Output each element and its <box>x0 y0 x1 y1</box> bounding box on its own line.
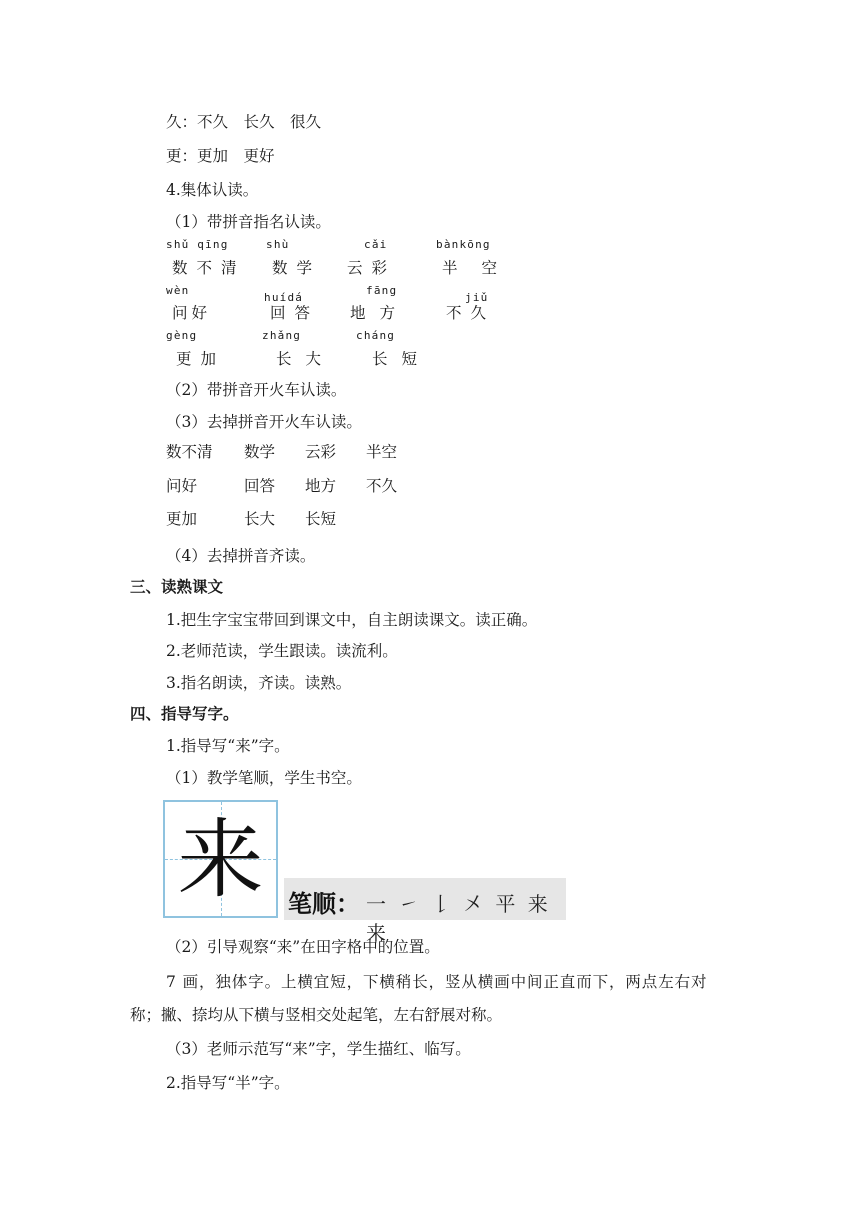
text-line: 1.指导写“来”字。 <box>166 737 290 755</box>
sub-item: （3）去掉拼音开火车认读。 <box>166 413 362 431</box>
text-line: 2.指导写“半”字。 <box>166 1074 290 1092</box>
pinyin: bànkōng <box>436 238 491 251</box>
text-line: 2.老师范读，学生跟读。读流利。 <box>166 642 398 660</box>
word: 半空 <box>366 443 398 461</box>
section-heading: 三、读熟课文 <box>130 578 224 596</box>
word: 回答 <box>244 477 276 495</box>
word: 问好 <box>172 304 212 322</box>
text-line: 称；撇、捺均从下横与竖相交处起笔，左右舒展对称。 <box>130 1006 503 1024</box>
word: 数学 <box>244 443 276 461</box>
word: 不久 <box>446 304 496 322</box>
word: 数不清 <box>166 443 213 461</box>
pinyin: shǔ qīng <box>166 238 229 251</box>
text-line: 更：更加 更好 <box>166 147 275 165</box>
word: 云彩 <box>305 443 337 461</box>
text-line: 久：不久 长久 很久 <box>166 113 322 131</box>
word: 半空 <box>442 259 522 277</box>
sub-item: （1）教学笔顺，学生书空。 <box>166 769 362 787</box>
text-line: 3.指名朗读，齐读。读熟。 <box>166 674 352 692</box>
word: 地方 <box>350 304 410 322</box>
pinyin: jiǔ <box>465 291 489 304</box>
word: 数学 <box>272 259 322 277</box>
stroke-sequence: 一 ㇀ 𠄌 㐅 平 来 来 <box>366 892 551 945</box>
section-item: 4.集体认读。 <box>166 181 259 199</box>
pinyin: zhǎng <box>262 329 302 342</box>
character-glyph: 来 <box>177 810 264 910</box>
pinyin: fāng <box>366 284 398 297</box>
sub-item: （1）带拼音指名认读。 <box>166 213 331 231</box>
sub-item: （3）老师示范写“来”字，学生描红、临写。 <box>166 1040 471 1058</box>
pinyin: cháng <box>356 329 396 342</box>
text-line: 1.把生字宝宝带回到课文中，自主朗读课文。读正确。 <box>166 611 538 629</box>
word: 长大 <box>276 350 336 368</box>
pinyin: huídá <box>264 291 304 304</box>
text-line: 7 画，独体字。上横宜短，下横稍长，竖从横画中间正直而下，两点左右对 <box>166 973 708 991</box>
stroke-order-label: 笔顺： <box>288 890 360 918</box>
word: 长大 <box>244 510 276 528</box>
pinyin: cǎi <box>364 238 388 251</box>
pinyin: gèng <box>166 329 198 342</box>
section-heading: 四、指导写字。 <box>130 705 239 723</box>
sub-item: （4）去掉拼音齐读。 <box>166 547 316 565</box>
sub-item: （2）引导观察“来”在田字格中的位置。 <box>166 938 440 956</box>
word: 问好 <box>166 477 198 495</box>
word: 回答 <box>270 304 320 322</box>
pinyin: shù <box>266 238 290 251</box>
word: 云彩 <box>347 259 397 277</box>
word: 长短 <box>305 510 337 528</box>
pinyin: wèn <box>166 284 190 297</box>
word: 地方 <box>305 477 337 495</box>
sub-item: （2）带拼音开火车认读。 <box>166 381 347 399</box>
word: 数不清 <box>172 259 246 277</box>
word: 长短 <box>372 350 432 368</box>
word: 更加 <box>166 510 198 528</box>
stroke-order-box <box>284 878 566 945</box>
word: 更加 <box>176 350 226 368</box>
tianzige-grid <box>163 800 278 918</box>
word: 不久 <box>366 477 398 495</box>
